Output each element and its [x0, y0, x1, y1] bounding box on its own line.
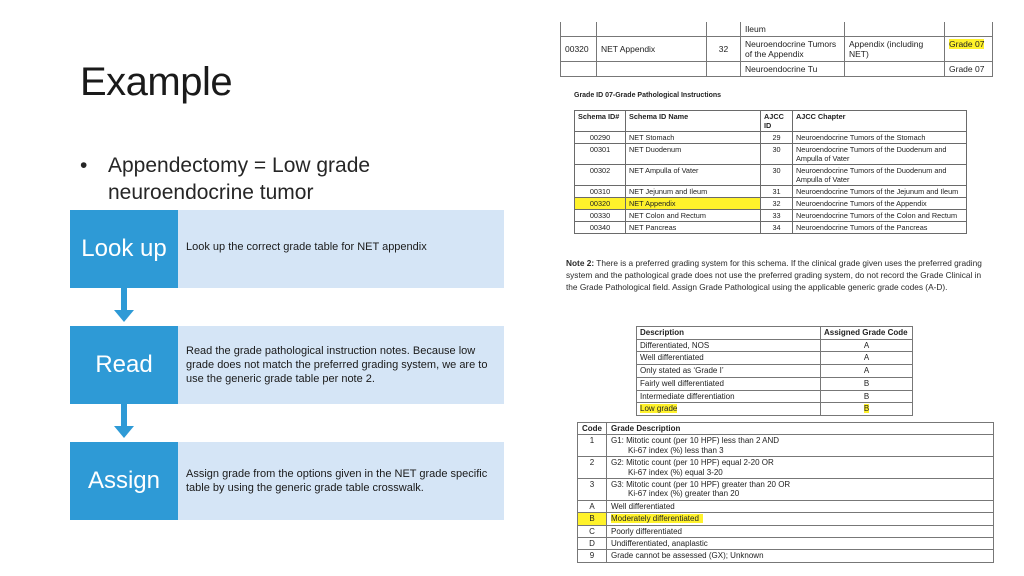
grade-instructions-title: Grade ID 07-Grade Pathological Instructions [574, 92, 722, 99]
step-read-desc [178, 326, 504, 404]
crosswalk-table: Description Assigned Grade Code Differentiated, NOS A Well differentiated A Only stated as ‘Grade I’ A Fairly well differentiated B Intermediate differentiation B Low grade B [636, 326, 913, 416]
step-read-text: Read the grade pathological instruction notes. Because low grade does not match the preferred grading system, we are to use the generic grade table per note 2. [186, 345, 488, 385]
table-row: Well differentiated A [637, 352, 913, 365]
step-assign-text: Assign grade from the options given in the NET grade specific table by using the generic grade table crosswalk. [186, 468, 488, 494]
note-2: Note 2: There is a preferred grading system for this schema. If the clinical grade given uses the preferred grading system and the pathological grade does not use the preferred grading system, do not record the Grade Clinical in the Grade Pathological field. Assign Grade Pathological using the applicable generic grade codes (A-D). [566, 258, 982, 292]
table-row-highlighted: B Moderately differentiated [578, 513, 994, 525]
table-row: 2 G2: Mitotic count (per 10 HPF) equal 2-20 OR Ki-67 index (%) equal 3-20 [578, 457, 994, 479]
table-row: 3 G3: Mitotic count (per 10 HPF) greater than 20 OR Ki-67 index (%) greater than 20 [578, 479, 994, 501]
step-lookup-desc [178, 210, 504, 288]
schema-snippet [560, 24, 996, 74]
arrow-down-icon [114, 310, 134, 322]
step-assign-label: Assign [70, 442, 178, 520]
table-row: C Poorly differentiated [578, 525, 994, 537]
table-row: Only stated as ‘Grade I’ A [637, 365, 913, 378]
table-row: 9 Grade cannot be assessed (GX); Unknown [578, 550, 994, 562]
step-lookup-label: Look up [70, 210, 178, 288]
snippet-below-grade: Grade 07 [945, 62, 993, 77]
step-connector [121, 404, 127, 426]
step-assign-desc [178, 442, 504, 520]
table-row: Intermediate differentiation B [637, 390, 913, 403]
step-read-label: Read [70, 326, 178, 404]
table-row: 00290 NET Stomach 29 Neuroendocrine Tumors of the Stomach [575, 132, 967, 144]
snippet-name: NET Appendix [597, 37, 707, 62]
slide-title: Example [80, 60, 233, 104]
snippet-ajcc: 32 [707, 37, 741, 62]
table-row: 00340 NET Pancreas 34 Neuroendocrine Tumors of the Pancreas [575, 222, 967, 234]
table-row: 00301 NET Duodenum 30 Neuroendocrine Tumors of the Duodenum and Ampulla of Vater [575, 144, 967, 165]
grade-code-table: Code Grade Description 1 G1: Mitotic count (per 10 HPF) less than 2 AND Ki-67 index (%) less than 3 2 G2: Mitotic count (per 10 HPF) equal 2-20 OR Ki-67 index (%) equal 3-20 3 G3: Mitotic count (per 10 HPF) greater than 20 OR Ki-67 index (%) greater than 20 A Well differentiated B Moderately differentiated C Poorly differentiated D Undifferentiated, anaplastic 9 Grade cannot be assessed (GX); Unknown [577, 422, 994, 563]
table-row: 1 G1: Mitotic count (per 10 HPF) less than 2 AND Ki-67 index (%) less than 3 [578, 435, 994, 457]
snippet-chapter: Neuroendocrine Tumors of the Appendix [741, 37, 845, 62]
bullet-text: Appendectomy = Low grade neuroendocrine tumor [108, 154, 371, 204]
snippet-above: Ileum [741, 22, 845, 37]
table-row: Fairly well differentiated B [637, 377, 913, 390]
snippet-grade: Grade 07 [945, 37, 993, 62]
table-row-highlighted: 00320 NET Appendix 32 Neuroendocrine Tumors of the Appendix [575, 198, 967, 210]
table-row: 00302 NET Ampulla of Vater 30 Neuroendocrine Tumors of the Duodenum and Ampulla of Vater [575, 165, 967, 186]
table-row: D Undifferentiated, anaplastic [578, 538, 994, 550]
snippet-id: 00320 [561, 37, 597, 62]
schema-table: Schema ID# Schema ID Name AJCC ID AJCC Chapter 00290 NET Stomach 29 Neuroendocrine Tumors of the Stomach 00301 NET Duodenum 30 Neuroendocrine Tumors of the Duodenum and Ampulla of Vater 00302 NET Ampulla of Vater 30 Neuroendocrine Tumors of the Duodenum and Ampulla of Vater 00310 NET Jejunum and Ileum 31 Neuroendocrine Tumors of the Jejunum and Ileum 00320 NET Appendix 32 Neuroendocrine Tumors of the Appendix 00330 NET Colon and Rectum 33 Neuroendocrine Tumors of the Colon and Rectum 00340 NET Pancreas 34 Neuroendocrine Tumors of the Pancreas [574, 110, 967, 234]
table-row: 00330 NET Colon and Rectum 33 Neuroendocrine Tumors of the Colon and Rectum [575, 210, 967, 222]
table-row: 00310 NET Jejunum and Ileum 31 Neuroendocrine Tumors of the Jejunum and Ileum [575, 186, 967, 198]
table-row-highlighted: Low grade B [637, 403, 913, 416]
snippet-site: Appendix (including NET) [845, 37, 945, 62]
table-row: Differentiated, NOS A [637, 339, 913, 352]
step-lookup-text: Look up the correct grade table for NET appendix [186, 241, 427, 253]
snippet-below: Neuroendocrine Tu [741, 62, 845, 77]
arrow-down-icon [114, 426, 134, 438]
bullet-dot-icon: • [80, 154, 88, 177]
step-connector [121, 288, 127, 310]
table-row: A Well differentiated [578, 500, 994, 512]
